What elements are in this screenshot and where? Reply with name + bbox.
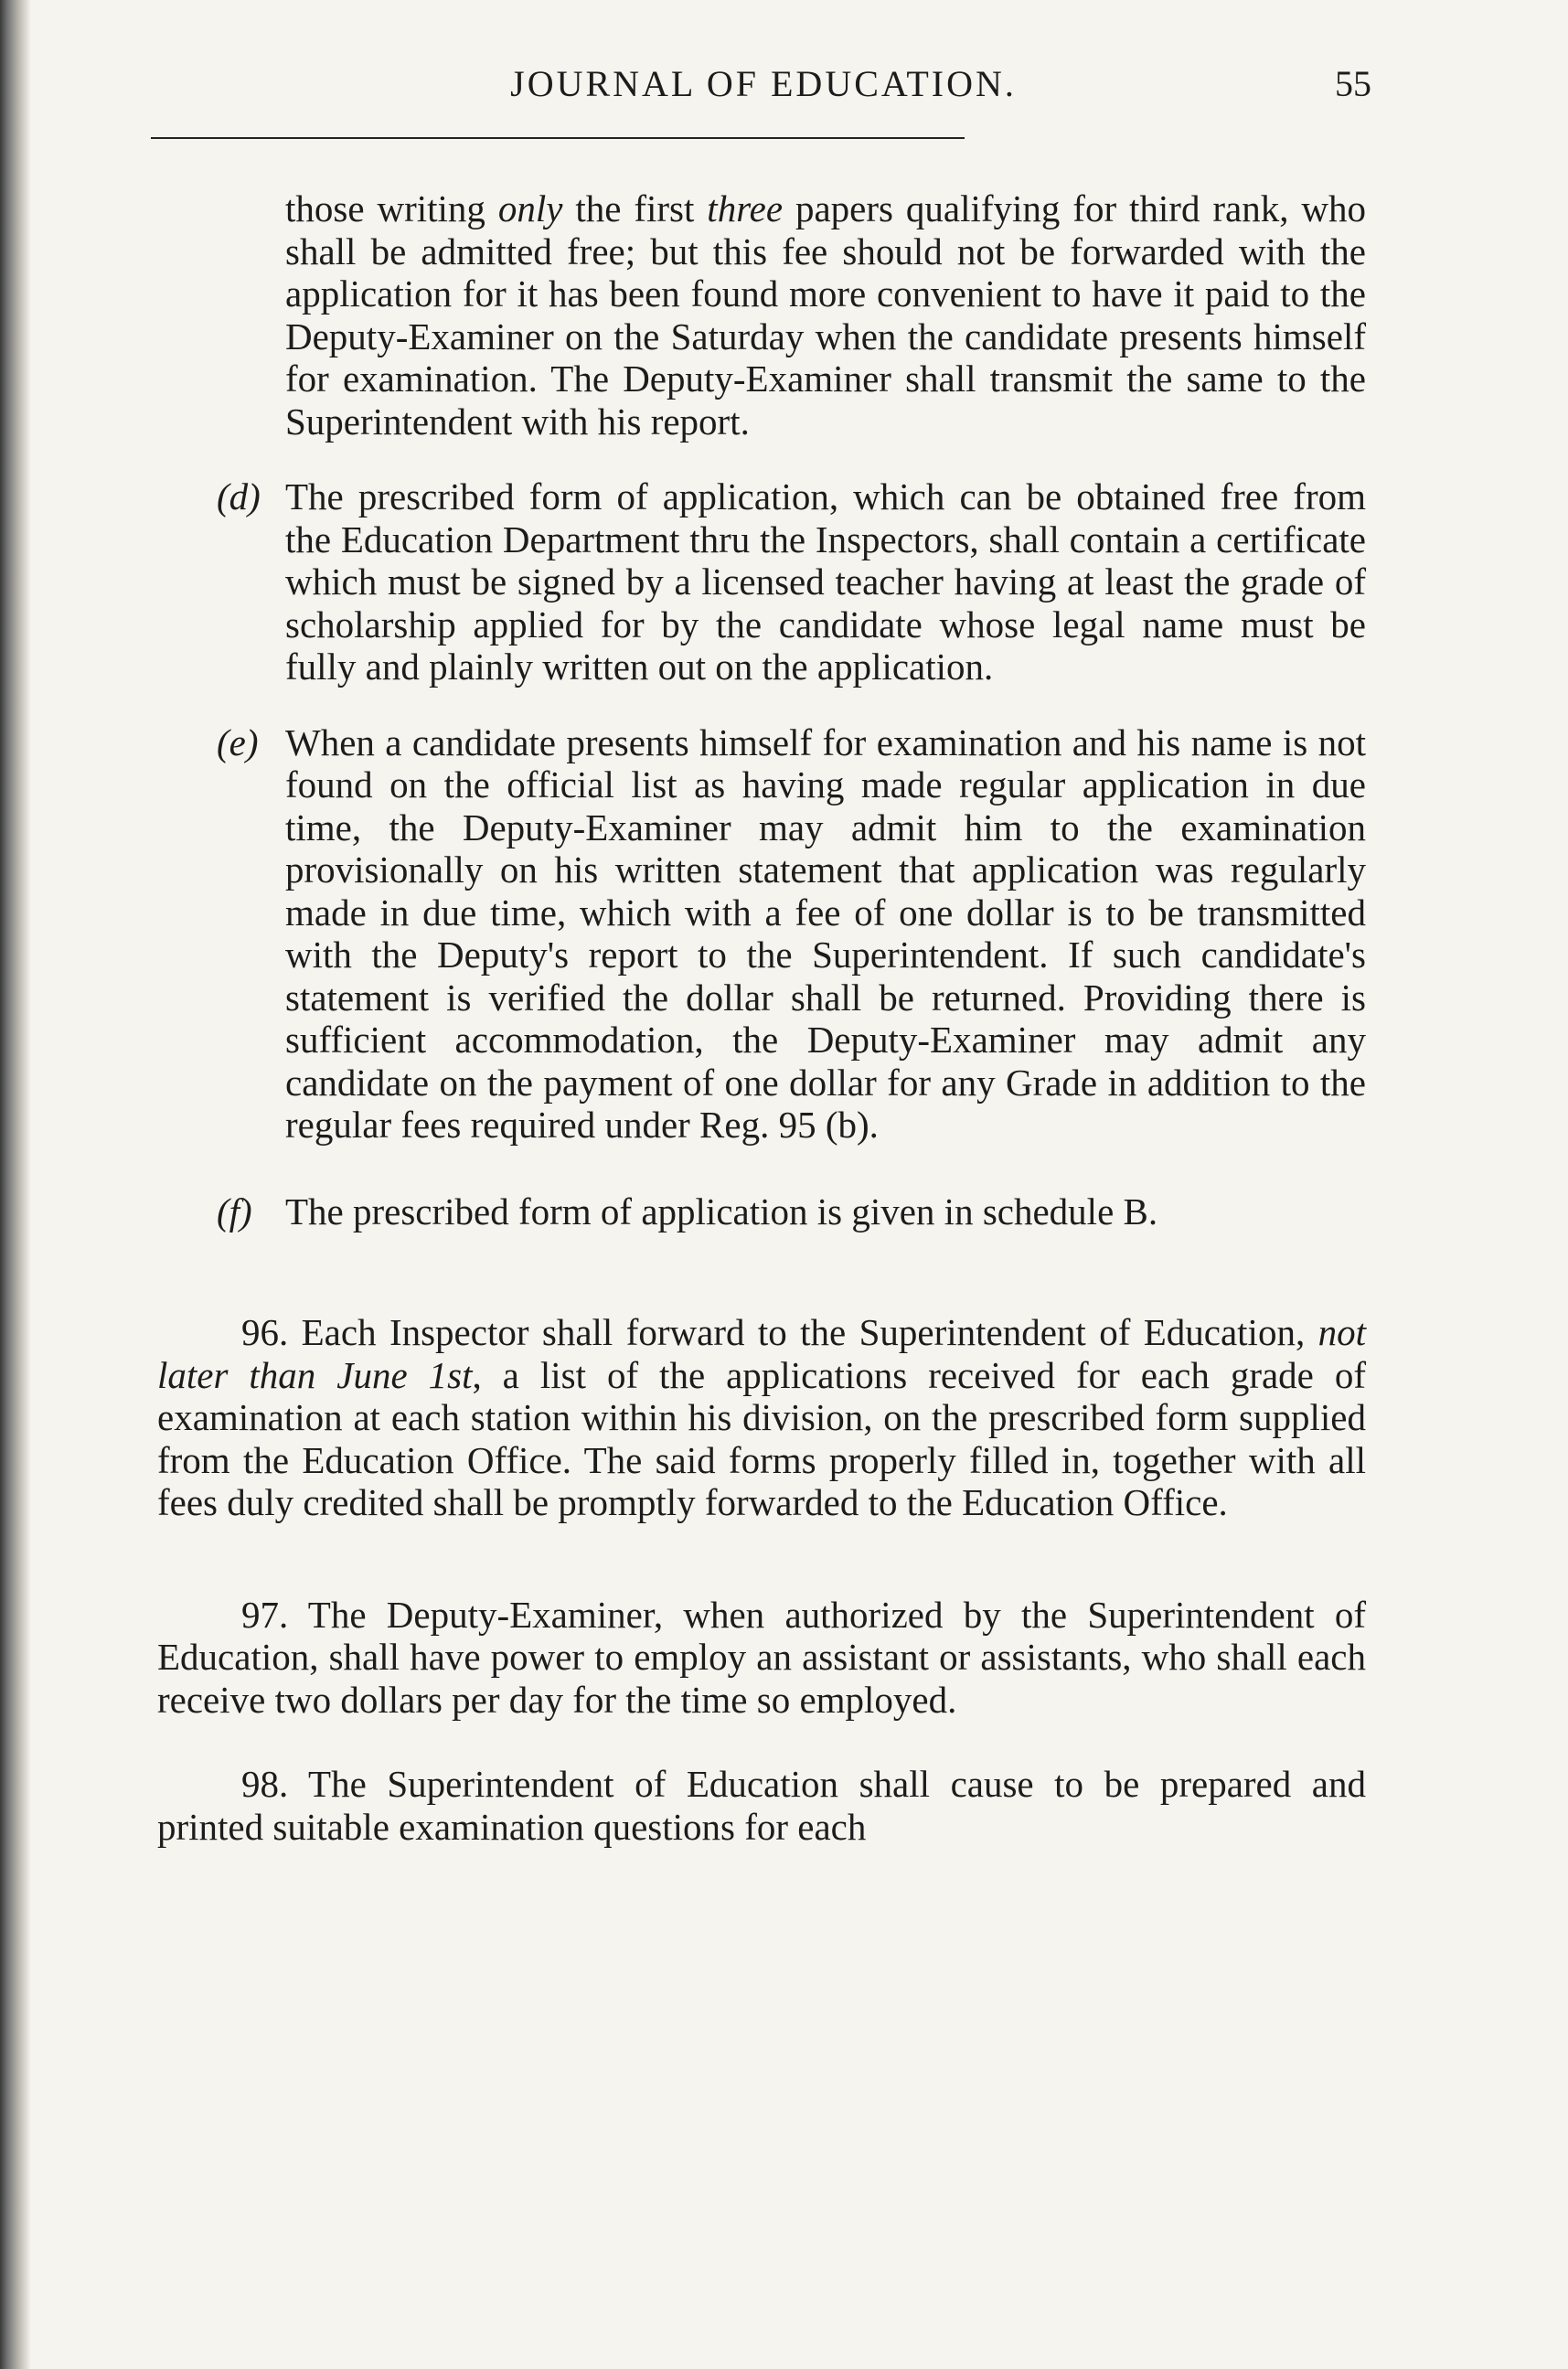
paragraph-e bbox=[217, 720, 1366, 1147]
paragraph-f-text: The prescribed form of application is given in schedule B. bbox=[285, 1190, 1158, 1233]
section-number-97: 97. bbox=[241, 1593, 289, 1636]
clause-label-d: (d) bbox=[217, 475, 261, 518]
body-text bbox=[157, 187, 1366, 1848]
section-number-98: 98. bbox=[241, 1763, 289, 1805]
running-head: JOURNAL OF EDUCATION. bbox=[510, 63, 1017, 104]
section-96: 96. Each Inspector shall forward to the Superintendent of Education, not later than June 1st, a list of the applications received for each grade of examination at each station within his division, on the prescribed form supplied from the Education Office. The said forms properly filled in, together with all fees duly credited shall be promptly forwarded to the Education Office. bbox=[157, 1311, 1366, 1523]
page-header bbox=[155, 62, 1371, 117]
header-rule bbox=[151, 137, 965, 139]
book-binding-edge bbox=[0, 0, 31, 2369]
paragraph-c-continued: those writing only the first three papers qualifying for third rank, who shall be admitted free; but this fee should not be forwarded with the application for it has been found more convenient to have it paid to the Deputy-Examiner on the Saturday when the candidate presents himself for examination. The Deputy-Examiner shall transmit the same to the Superintendent with his report. bbox=[285, 187, 1367, 443]
section-98: 98. The Superintendent of Education shall cause to be prepared and printed suitable examination questions for each bbox=[157, 1763, 1366, 1848]
paragraph-d bbox=[217, 475, 1366, 688]
paragraph-e-text: When a candidate presents himself for examination and his name is not found on the official list as having made regular application in due time, the Deputy-Examiner may admit him to the examination provisionally on his written statement that application was regularly made in due time, which with a fee of one dollar is to be transmitted with the Deputy's report to the Superintendent. If such candidate's statement is verified the dollar shall be returned. Providing there is sufficient accommodation, the Deputy-Examiner may admit any candidate on the payment of one dollar for any Grade in addition to the regular fees required under Reg. 95 (b). bbox=[285, 720, 1366, 1146]
section-97: 97. The Deputy-Examiner, when authorized by the Superintendent of Education, shall have power to employ an assistant or assistants, who shall each receive two dollars per day for the time so employed. bbox=[157, 1593, 1366, 1721]
emphasis-three: three bbox=[707, 187, 784, 229]
page-number: 55 bbox=[1335, 63, 1371, 104]
clause-label-e: (e) bbox=[217, 720, 259, 763]
emphasis-deadline: not later than June 1st bbox=[157, 1311, 1366, 1396]
clause-label-f: (f) bbox=[217, 1190, 252, 1233]
section-number-96: 96. bbox=[241, 1311, 289, 1353]
paragraph-d-text: The prescribed form of application, which can be obtained free from the Education Department thru the Inspectors, shall contain a certificate which must be signed by a licensed teacher having at least the grade of scholarship applied for by the candidate whose legal name must be fully and plainly written out on the application. bbox=[285, 475, 1366, 688]
emphasis-only: only bbox=[497, 187, 563, 229]
paragraph-f bbox=[217, 1190, 1366, 1233]
